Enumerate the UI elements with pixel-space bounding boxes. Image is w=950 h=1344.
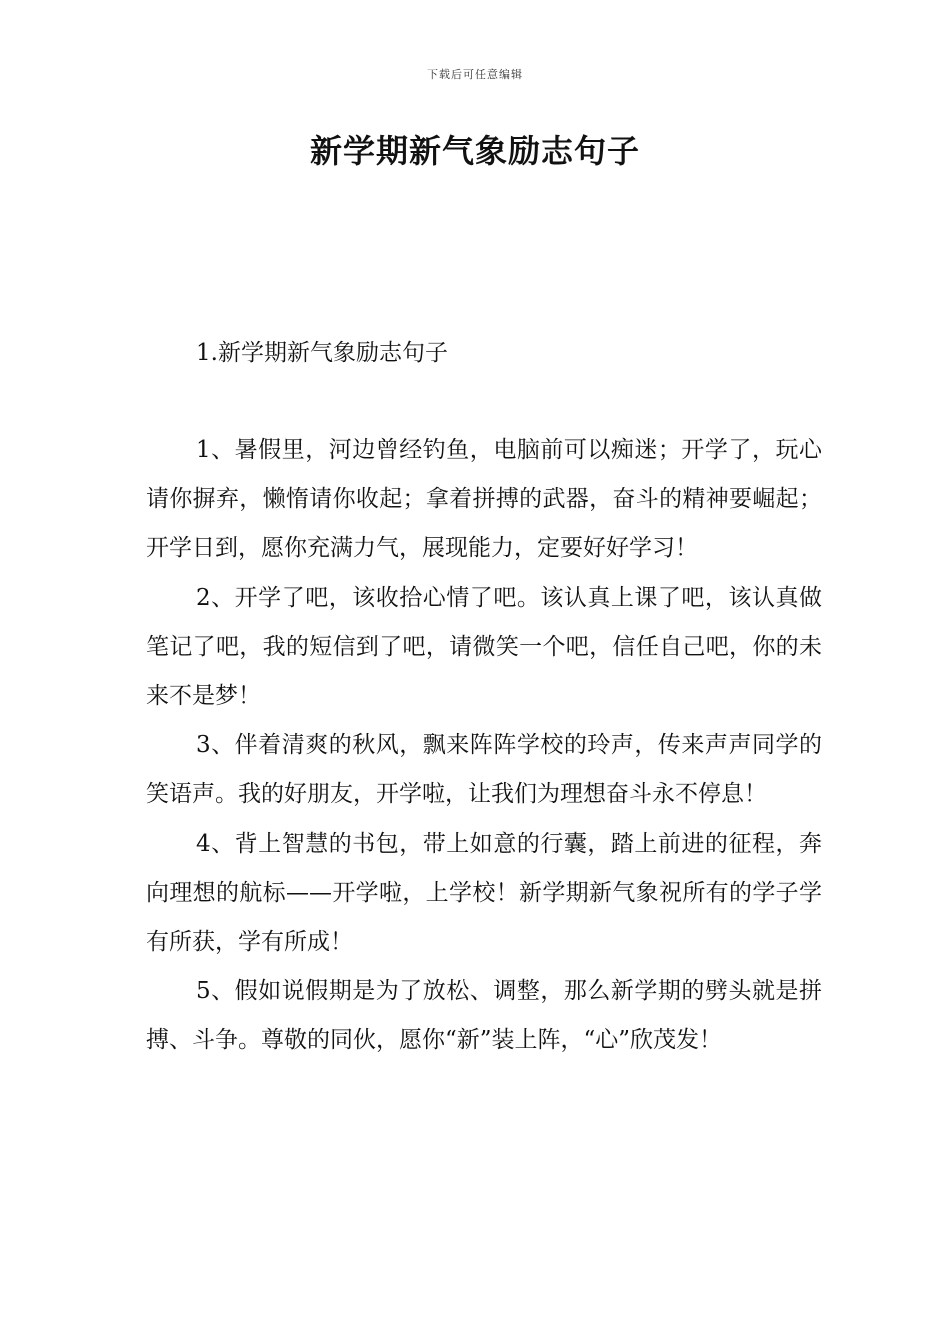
paragraph-3: 3、伴着清爽的秋风，飘来阵阵学校的玲声，传来声声同学的笑语声。我的好朋友，开学啦，让我们为理想奋斗永不停息！ [146, 732, 822, 808]
paragraph-2: 2、开学了吧，该收拾心情了吧。该认真上课了吧，该认真做笔记了吧，我的短信到了吧，请微笑一个吧，信任自己吧，你的未来不是梦！ [146, 584, 822, 710]
paragraph-4: 4、背上智慧的书包，带上如意的行囊，踏上前进的征程，奔向理想的航标——开学啦，上学校！新学期新气象祝所有的学子学有所获，学有所成！ [146, 830, 822, 956]
paragraph-1: 1、暑假里，河边曾经钓鱼，电脑前可以痴迷；开学了，玩心请你摒弃，懒惰请你收起；拿着拼搏的武器，奋斗的精神要崛起；开学日到，愿你充满力气，展现能力，定要好好学习！ [146, 437, 822, 562]
document-title: 新学期新气象励志句子 [309, 132, 640, 170]
paragraph-5: 5、假如说假期是为了放松、调整，那么新学期的劈头就是拼搏、斗争。尊敬的同伙，愿你“新”装上阵，“心”欣茂发！ [146, 978, 822, 1054]
section-heading: 1.新学期新气象励志句子 [196, 340, 448, 366]
header-note: 下载后可任意编辑 [427, 68, 523, 81]
body-text [146, 426, 822, 1066]
